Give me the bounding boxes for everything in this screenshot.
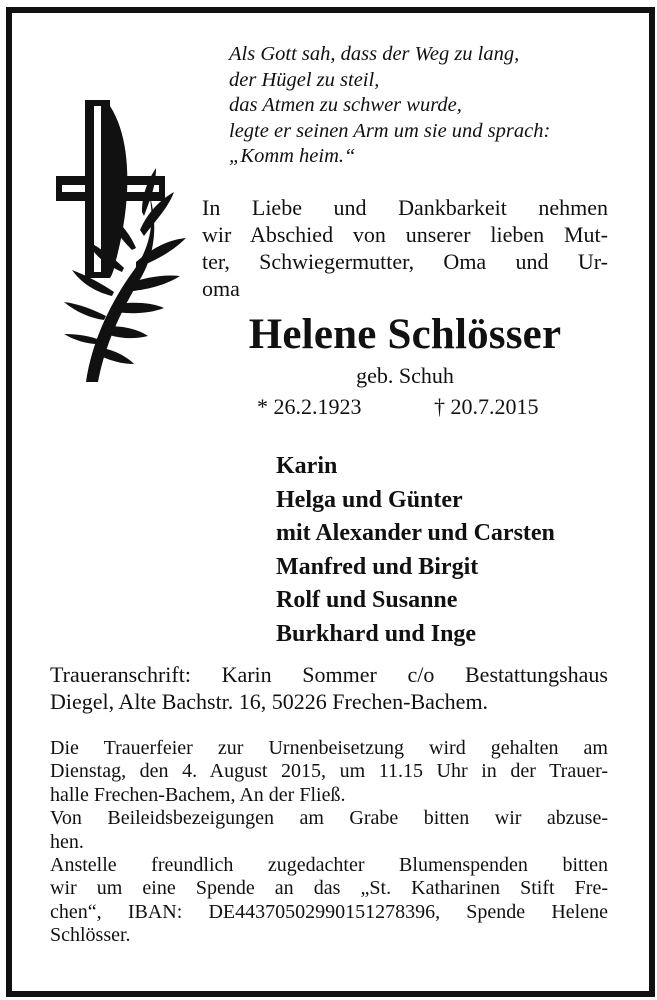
notes-line: Schlösser. (50, 924, 131, 947)
mourning-address (50, 661, 608, 715)
intro-line: wir Abschied von unserer lieben Mut- (202, 222, 608, 247)
family-member: Helga und Günter (276, 486, 463, 513)
address-line: Diegel, Alte Bachstr. 16, 50226 Frechen-Bachem. (50, 689, 489, 714)
address-line: Traueranschrift: Karin Sommer c/o Bestattungshaus (50, 662, 608, 687)
family-member: Manfred und Birgit (276, 553, 479, 580)
notes-line: wir um eine Spende an das „St. Katharinen Stift Fre- (50, 877, 608, 900)
poem-line: „Komm heim.“ (229, 145, 356, 167)
poem-line: Als Gott sah, dass der Weg zu lang, (229, 43, 520, 65)
intro-line: ter, Schwiegermutter, Oma und Ur- (202, 249, 608, 274)
notes-line: Die Trauerfeier zur Urnenbeisetzung wird gehalten am (50, 737, 608, 759)
poem-line: der Hügel zu steil, (229, 68, 380, 91)
poem (229, 42, 550, 170)
deceased-name: Helene Schlösser (248, 311, 562, 358)
notes-line: hen. (50, 830, 84, 853)
poem-line: das Atmen zu schwer wurde, (229, 94, 462, 116)
family-list (276, 450, 555, 651)
death-date: † 20.7.2015 (434, 394, 539, 419)
funeral-notes (50, 737, 608, 948)
poem-line: legte er seinen Arm um sie und sprach: (229, 119, 551, 142)
birth-date: * 26.2.1923 (257, 394, 362, 419)
intro-line: oma (202, 276, 240, 301)
family-member: Burkhard und Inge (276, 620, 477, 647)
intro-text (202, 194, 608, 302)
notes-line: Dienstag, den 4. August 2015, um 11.15 Uhr in der Trauer- (50, 760, 608, 783)
cross-with-palm-branch-icon (52, 100, 197, 385)
family-member: Rolf und Susanne (276, 587, 458, 613)
notes-line: Anstelle freundlich zugedachter Blumenspenden bitten (50, 853, 608, 876)
family-member: mit Alexander und Carsten (276, 520, 555, 546)
notes-line: halle Frechen-Bachem, An der Fließ. (50, 783, 346, 806)
family-member: Karin (276, 453, 338, 479)
notes-line: chen“, IBAN: DE44370502990151278396, Spende Helene (50, 900, 608, 923)
notes-line: Von Beileidsbezeigungen am Grabe bitten wir abzuse- (50, 807, 608, 830)
maiden-name: geb. Schuh (356, 363, 454, 388)
intro-line: In Liebe und Dankbarkeit nehmen (202, 195, 608, 220)
